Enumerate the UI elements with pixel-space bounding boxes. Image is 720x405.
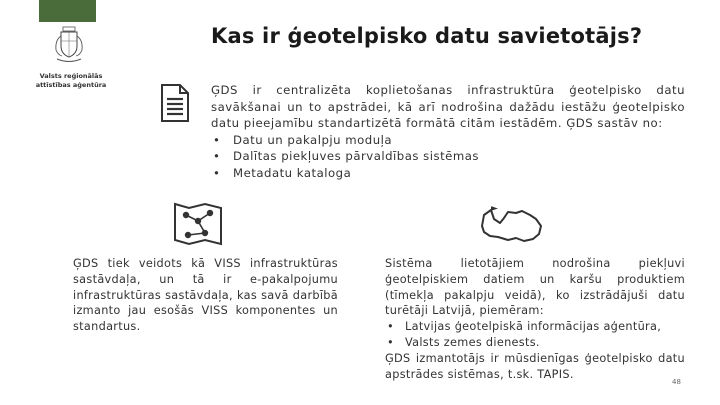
agency-name: Valsts reģionālās attīstības aģentūra: [35, 72, 107, 89]
right-column-paragraph: Sistēma lietotājiem nodrošina piekļuvi ģeotelpiskiem datiem un karšu produktiem (tīmekļa pakalpju veidā), ko izstrādājuši datu turētāji Latvijā, piemēram:: [385, 257, 685, 318]
left-column-text: ĢDS tiek veidots kā VISS infrastruktūras sastāvdaļa, un tā ir e-pakalpojumu infrastruktūras sastāvdaļa, kas savā darbībā izmanto jau esošās VISS komponentes un standartus.: [73, 257, 338, 334]
coat-of-arms-icon: [52, 26, 86, 64]
list-item: • Latvijas ģeotelpiskā informācijas aģentūra,: [387, 320, 662, 334]
list-item: • Valsts zemes dienests.: [387, 335, 540, 349]
brand-color-tab: [39, 0, 96, 22]
page-number: 48: [672, 378, 681, 386]
right-column-text: [385, 256, 685, 382]
intro-paragraph: ĢDS ir centralizēta koplietošanas infrastruktūra ģeotelpisko datu savākšanai un to apstrādei, kā arī nodrošina dažādu iestāžu ģeotelpisko datu pieejamību standartizētā formātā citām iestādēm. ĢDS sastāv no:: [211, 83, 685, 130]
map-network-icon: [172, 199, 224, 249]
page-title: Kas ir ģeotelpisko datu savietotājs?: [211, 24, 643, 48]
list-item: • Dalītas piekļuves pārvaldības sistēmas: [213, 149, 479, 163]
intro-text: [211, 82, 685, 181]
latvia-map-icon: [478, 206, 546, 246]
component-list: [211, 132, 685, 182]
list-item: • Datu un pakalpju moduļa: [213, 132, 393, 147]
right-column-closing: ĢDS izmantotājs ir mūsdienīgas ģeotelpisko datu apstrādes sistēmas, t.sk. TAPIS.: [385, 351, 685, 381]
list-item: • Metadatu kataloga: [213, 165, 352, 180]
data-holders-list: [385, 319, 685, 351]
document-icon: [160, 83, 190, 123]
